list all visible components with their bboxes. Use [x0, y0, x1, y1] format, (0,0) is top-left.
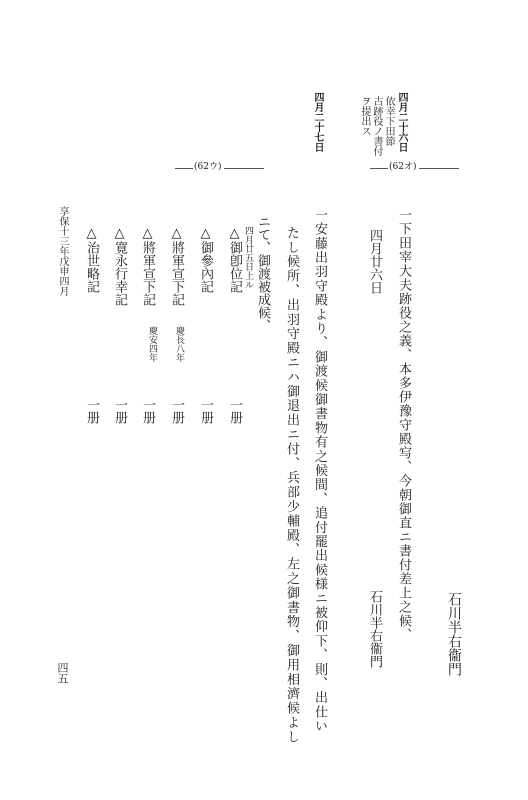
book-title: △將軍宣下記 [140, 226, 155, 306]
headnote-line: 依幸下田節 [383, 96, 394, 146]
headnote-line: 古跡役ノ書付 [371, 96, 382, 156]
book-count: 一册 [169, 398, 184, 424]
folio-marker-left: (62ウ) [194, 162, 222, 172]
entry-note: 四月廿五日上ル [243, 226, 253, 289]
folio-rule [419, 168, 459, 169]
entry-text: たし候所、出羽守殿ニハ御退出ニ付、兵部少輔殿、左之御書物、御用相濟候よし [284, 226, 299, 745]
book-count: 一册 [140, 398, 155, 424]
book-title: △治世略記 [84, 226, 99, 293]
headnote-date-right: 四月二十六日 [396, 92, 407, 152]
author-name: 石川半右衞門 [446, 592, 462, 676]
headnote-line: ヲ提出ス [359, 96, 370, 136]
entry-signer: 石川半右衞門 [367, 590, 382, 668]
book-note: 慶長八年 [174, 326, 184, 362]
folio-rule [370, 168, 388, 169]
book-title: △御參內記 [198, 226, 213, 293]
book-title: △將軍宣下記 [169, 226, 184, 306]
colophon: 享保十三年戊申四月 [57, 206, 68, 296]
book-count: 一册 [84, 398, 99, 424]
page-number: 四五 [56, 662, 69, 684]
folio-rule [175, 168, 193, 169]
book-count: 一册 [227, 398, 242, 424]
book-title: △御卽位記 [227, 226, 242, 293]
headnote-date-left: 四月二十七日 [312, 92, 323, 152]
entry-text: 一下田宰大夫跡役之義、本多伊豫守殿㝍、今朝御直ニ書付差上之候、 [396, 208, 411, 642]
book-note: 慶安四年 [147, 326, 157, 362]
book-count: 一册 [198, 398, 213, 424]
folio-marker-right: (62オ) [389, 162, 417, 172]
book-title: △寛永行幸記 [112, 226, 127, 306]
folio-rule [224, 168, 264, 169]
entry-text: 一安藤出羽守殿より、御渡候御書物有之候間、追付罷出候様ニ被仰下、則、出仕い [312, 208, 327, 734]
entry-date: 四月廿六日 [367, 229, 382, 294]
book-count: 一册 [112, 398, 127, 424]
entry-text: ニて、御渡被成候、 [255, 215, 270, 332]
